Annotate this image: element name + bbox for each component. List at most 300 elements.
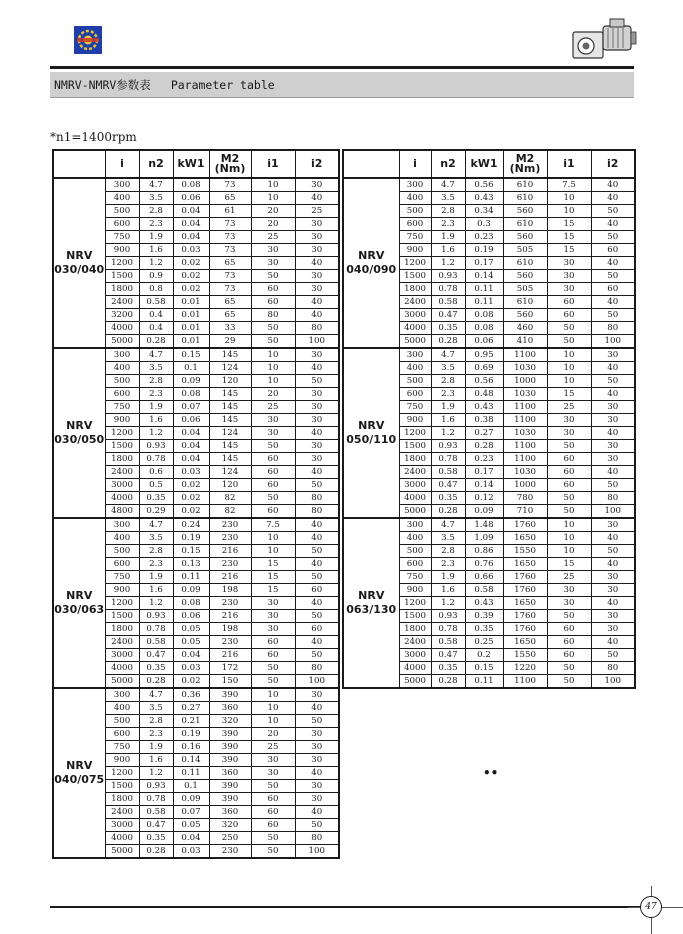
table-cell: 4000 bbox=[105, 662, 139, 675]
table-cell: 3000 bbox=[105, 819, 139, 832]
table-cell: 1200 bbox=[399, 597, 431, 610]
table-cell: 30 bbox=[547, 414, 591, 427]
table-cell: 40 bbox=[591, 192, 635, 205]
table-cell: 0.35 bbox=[139, 832, 173, 845]
table-cell: 60 bbox=[251, 479, 295, 492]
table-cell: 50 bbox=[295, 610, 339, 623]
table-cell: 3.5 bbox=[139, 702, 173, 715]
table-cell: 3200 bbox=[105, 309, 139, 322]
table-cell: 60 bbox=[251, 505, 295, 519]
table-cell: 4.7 bbox=[431, 518, 465, 532]
table-cell: 0.05 bbox=[173, 636, 209, 649]
table-cell: 30 bbox=[251, 244, 295, 257]
table-cell: 30 bbox=[591, 401, 635, 414]
table-cell: 0.21 bbox=[173, 715, 209, 728]
table-cell: 500 bbox=[399, 205, 431, 218]
table-cell: 750 bbox=[105, 231, 139, 244]
table-cell: 30 bbox=[295, 688, 339, 702]
table-cell: 50 bbox=[251, 845, 295, 859]
table-cell: 124 bbox=[209, 427, 251, 440]
table-cell: 60 bbox=[251, 283, 295, 296]
table-cell: 900 bbox=[399, 584, 431, 597]
table-cell: 50 bbox=[251, 780, 295, 793]
table-cell: 25 bbox=[251, 741, 295, 754]
table-cell: 1100 bbox=[503, 348, 547, 362]
table-cell: 1500 bbox=[105, 610, 139, 623]
table-cell: 10 bbox=[547, 362, 591, 375]
table-cell: 2.3 bbox=[139, 728, 173, 741]
table-cell: 15 bbox=[547, 388, 591, 401]
table-cell: 610 bbox=[503, 257, 547, 270]
table-cell: 25 bbox=[251, 401, 295, 414]
table-cell: 4.7 bbox=[431, 348, 465, 362]
table-cell: 1200 bbox=[399, 427, 431, 440]
table-cell: 750 bbox=[105, 741, 139, 754]
table-cell: 610 bbox=[503, 296, 547, 309]
table-cell: 1.6 bbox=[431, 414, 465, 427]
table-cell: 60 bbox=[547, 453, 591, 466]
table-cell: 50 bbox=[251, 662, 295, 675]
table-cell: 3.5 bbox=[139, 362, 173, 375]
table-cell: 145 bbox=[209, 348, 251, 362]
table-cell: 80 bbox=[295, 492, 339, 505]
table-cell: 60 bbox=[251, 466, 295, 479]
table-cell: 73 bbox=[209, 218, 251, 231]
table-cell: 0.58 bbox=[139, 806, 173, 819]
table-cell: 60 bbox=[547, 309, 591, 322]
table-cell: 0.28 bbox=[431, 675, 465, 689]
table-cell: 150 bbox=[209, 675, 251, 689]
table-cell: 1.6 bbox=[139, 754, 173, 767]
table-cell: 30 bbox=[295, 218, 339, 231]
table-cell: 1550 bbox=[503, 649, 547, 662]
table-cell: 460 bbox=[503, 322, 547, 335]
table-cell: 40 bbox=[591, 388, 635, 401]
table-cell: 0.15 bbox=[465, 662, 503, 675]
table-cell: 120 bbox=[209, 375, 251, 388]
table-cell: 600 bbox=[105, 558, 139, 571]
table-cell: 30 bbox=[295, 741, 339, 754]
table-cell: 750 bbox=[105, 571, 139, 584]
table-cell: 2.8 bbox=[139, 205, 173, 218]
table-cell: 60 bbox=[251, 793, 295, 806]
table-cell: 30 bbox=[591, 623, 635, 636]
table-cell: 50 bbox=[547, 322, 591, 335]
table-cell: 0.8 bbox=[139, 283, 173, 296]
table-cell: 1.9 bbox=[139, 401, 173, 414]
table-cell: 0.14 bbox=[173, 754, 209, 767]
table-cell: 30 bbox=[591, 571, 635, 584]
table-cell: 300 bbox=[399, 348, 431, 362]
table-cell: 4.7 bbox=[139, 688, 173, 702]
table-cell: 1.6 bbox=[139, 584, 173, 597]
table-cell: 0.05 bbox=[173, 623, 209, 636]
footer-rule bbox=[50, 906, 640, 908]
table-cell: 1000 bbox=[503, 375, 547, 388]
table-cell: 0.06 bbox=[173, 610, 209, 623]
table-cell: 65 bbox=[209, 257, 251, 270]
table-cell: 30 bbox=[295, 793, 339, 806]
table-cell: 1200 bbox=[105, 257, 139, 270]
table-cell: 30 bbox=[251, 767, 295, 780]
table-cell: 30 bbox=[295, 244, 339, 257]
table-cell: 0.04 bbox=[173, 440, 209, 453]
table-row bbox=[53, 348, 339, 362]
gear-motor-illustration-icon bbox=[570, 16, 638, 62]
table-cell: 50 bbox=[591, 205, 635, 218]
table-cell: 0.48 bbox=[465, 388, 503, 401]
table-cell: 15 bbox=[547, 558, 591, 571]
table-cell: 50 bbox=[295, 819, 339, 832]
table-cell: 40 bbox=[295, 466, 339, 479]
table-cell: 0.15 bbox=[173, 348, 209, 362]
table-cell: 0.35 bbox=[139, 492, 173, 505]
table-cell: 40 bbox=[295, 518, 339, 532]
table-cell: 390 bbox=[209, 780, 251, 793]
table-cell: 500 bbox=[399, 375, 431, 388]
table-cell: 60 bbox=[591, 244, 635, 257]
table-cell: 610 bbox=[503, 178, 547, 192]
table-cell: 360 bbox=[209, 806, 251, 819]
table-cell: 7.5 bbox=[547, 178, 591, 192]
table-cell: 710 bbox=[503, 505, 547, 519]
table-cell: 0.47 bbox=[139, 649, 173, 662]
table-cell: 60 bbox=[251, 636, 295, 649]
table-cell: 30 bbox=[251, 623, 295, 636]
table-cell: 230 bbox=[209, 518, 251, 532]
table-cell: 2.3 bbox=[431, 388, 465, 401]
table-cell: 30 bbox=[295, 440, 339, 453]
table-cell: 0.09 bbox=[465, 505, 503, 519]
table-cell: 40 bbox=[295, 192, 339, 205]
table-cell: 360 bbox=[209, 767, 251, 780]
table-cell: 50 bbox=[591, 270, 635, 283]
table-cell: 1800 bbox=[399, 453, 431, 466]
table-cell: 900 bbox=[399, 244, 431, 257]
table-cell: 0.28 bbox=[431, 505, 465, 519]
table-cell: 40 bbox=[295, 296, 339, 309]
table-cell: 0.05 bbox=[173, 819, 209, 832]
table-cell: 1800 bbox=[105, 793, 139, 806]
table-cell: 1200 bbox=[105, 767, 139, 780]
table-cell: 0.11 bbox=[465, 675, 503, 689]
table-cell: 0.4 bbox=[139, 322, 173, 335]
table-cell: 0.34 bbox=[465, 205, 503, 218]
col-header-i: i bbox=[105, 150, 139, 178]
table-cell: 50 bbox=[295, 715, 339, 728]
table-row bbox=[343, 518, 635, 532]
col-header-kw1: kW1 bbox=[465, 150, 503, 178]
model-cell: NRV 030/063 bbox=[53, 518, 105, 688]
table-cell: 300 bbox=[105, 348, 139, 362]
model-cell: NRV 030/050 bbox=[53, 348, 105, 518]
table-cell: 30 bbox=[547, 270, 591, 283]
table-cell: 0.14 bbox=[465, 479, 503, 492]
table-cell: 0.39 bbox=[465, 610, 503, 623]
table-cell: 40 bbox=[591, 466, 635, 479]
table-cell: 400 bbox=[105, 192, 139, 205]
table-cell: 1.9 bbox=[431, 231, 465, 244]
title-band bbox=[50, 72, 634, 98]
table-cell: 145 bbox=[209, 401, 251, 414]
table-cell: 750 bbox=[399, 571, 431, 584]
table-cell: 1000 bbox=[503, 479, 547, 492]
table-cell: 1.2 bbox=[431, 427, 465, 440]
table-cell: 0.93 bbox=[431, 610, 465, 623]
table-cell: 2400 bbox=[105, 636, 139, 649]
table-cell: 120 bbox=[209, 479, 251, 492]
table-cell: 73 bbox=[209, 270, 251, 283]
table-cell: 1030 bbox=[503, 388, 547, 401]
table-cell: 0.58 bbox=[431, 296, 465, 309]
table-cell: 0.1 bbox=[173, 780, 209, 793]
table-cell: 1.2 bbox=[139, 767, 173, 780]
table-cell: 50 bbox=[547, 675, 591, 689]
table-cell: 1800 bbox=[105, 453, 139, 466]
table-cell: 50 bbox=[547, 492, 591, 505]
table-cell: 15 bbox=[547, 218, 591, 231]
table-cell: 0.43 bbox=[465, 401, 503, 414]
table-cell: 0.35 bbox=[431, 662, 465, 675]
table-cell: 1100 bbox=[503, 453, 547, 466]
table-cell: 30 bbox=[251, 427, 295, 440]
table-cell: 0.35 bbox=[431, 322, 465, 335]
table-cell: 10 bbox=[251, 688, 295, 702]
table-cell: 1.2 bbox=[139, 257, 173, 270]
table-cell: 82 bbox=[209, 505, 251, 519]
table-cell: 33 bbox=[209, 322, 251, 335]
table-cell: 1.9 bbox=[139, 231, 173, 244]
table-cell: 0.09 bbox=[173, 375, 209, 388]
table-cell: 0.1 bbox=[173, 362, 209, 375]
table-cell: 10 bbox=[547, 532, 591, 545]
table-cell: 80 bbox=[251, 309, 295, 322]
table-cell: 0.01 bbox=[173, 335, 209, 349]
table-cell: 216 bbox=[209, 610, 251, 623]
table-cell: 2400 bbox=[105, 806, 139, 819]
table-cell: 0.58 bbox=[431, 636, 465, 649]
table-cell: 10 bbox=[547, 205, 591, 218]
table-cell: 5000 bbox=[105, 845, 139, 859]
table-cell: 0.28 bbox=[139, 335, 173, 349]
table-cell: 300 bbox=[399, 518, 431, 532]
table-cell: 30 bbox=[251, 610, 295, 623]
table-cell: 600 bbox=[399, 388, 431, 401]
table-cell: 30 bbox=[251, 597, 295, 610]
table-cell: 0.04 bbox=[173, 218, 209, 231]
table-cell: 145 bbox=[209, 414, 251, 427]
table-cell: 0.24 bbox=[173, 518, 209, 532]
table-cell: 100 bbox=[591, 505, 635, 519]
table-header-row bbox=[343, 150, 635, 178]
table-cell: 2400 bbox=[399, 296, 431, 309]
table-cell: 100 bbox=[295, 335, 339, 349]
table-cell: 60 bbox=[295, 584, 339, 597]
col-header-i1: i1 bbox=[547, 150, 591, 178]
table-cell: 50 bbox=[251, 440, 295, 453]
table-cell: 124 bbox=[209, 362, 251, 375]
table-cell: 198 bbox=[209, 623, 251, 636]
table-cell: 0.02 bbox=[173, 675, 209, 689]
table-cell: 560 bbox=[503, 309, 547, 322]
table-cell: 10 bbox=[251, 178, 295, 192]
table-cell: 1.6 bbox=[431, 584, 465, 597]
table-cell: 20 bbox=[251, 728, 295, 741]
table-cell: 10 bbox=[251, 192, 295, 205]
table-cell: 1760 bbox=[503, 518, 547, 532]
table-cell: 30 bbox=[295, 231, 339, 244]
table-cell: 3000 bbox=[105, 649, 139, 662]
table-cell: 10 bbox=[251, 532, 295, 545]
table-row bbox=[53, 178, 339, 192]
table-cell: 400 bbox=[399, 532, 431, 545]
table-cell: 0.6 bbox=[139, 466, 173, 479]
table-cell: 15 bbox=[251, 571, 295, 584]
table-cell: 4.7 bbox=[139, 518, 173, 532]
table-cell: 1100 bbox=[503, 401, 547, 414]
table-cell: 500 bbox=[399, 545, 431, 558]
table-cell: 0.09 bbox=[173, 793, 209, 806]
table-cell: 250 bbox=[209, 832, 251, 845]
table-cell: 0.35 bbox=[431, 492, 465, 505]
table-cell: 73 bbox=[209, 244, 251, 257]
col-header-m2: M2 (Nm) bbox=[209, 150, 251, 178]
table-cell: 30 bbox=[295, 754, 339, 767]
table-cell: 0.17 bbox=[465, 257, 503, 270]
table-cell: 10 bbox=[251, 362, 295, 375]
table-cell: 0.86 bbox=[465, 545, 503, 558]
table-cell: 0.78 bbox=[139, 623, 173, 636]
table-cell: 145 bbox=[209, 388, 251, 401]
table-cell: 65 bbox=[209, 309, 251, 322]
table-cell: 4.7 bbox=[139, 348, 173, 362]
table-cell: 30 bbox=[547, 584, 591, 597]
table-cell: 40 bbox=[591, 636, 635, 649]
table-cell: 30 bbox=[295, 728, 339, 741]
table-cell: 0.58 bbox=[431, 466, 465, 479]
table-cell: 10 bbox=[251, 545, 295, 558]
table-cell: 80 bbox=[295, 832, 339, 845]
table-cell: 40 bbox=[295, 806, 339, 819]
table-cell: 1200 bbox=[105, 597, 139, 610]
table-cell: 50 bbox=[547, 505, 591, 519]
table-cell: 30 bbox=[591, 440, 635, 453]
table-cell: 360 bbox=[209, 702, 251, 715]
table-cell: 20 bbox=[251, 218, 295, 231]
table-cell: 80 bbox=[591, 662, 635, 675]
table-cell: 5000 bbox=[105, 335, 139, 349]
table-cell: 80 bbox=[591, 322, 635, 335]
table-cell: 390 bbox=[209, 793, 251, 806]
table-cell: 0.02 bbox=[173, 479, 209, 492]
table-cell: 0.19 bbox=[465, 244, 503, 257]
table-cell: 4800 bbox=[105, 505, 139, 519]
table-cell: 230 bbox=[209, 636, 251, 649]
table-cell: 50 bbox=[591, 545, 635, 558]
table-cell: 50 bbox=[251, 492, 295, 505]
table-cell: 10 bbox=[547, 545, 591, 558]
table-cell: 0.93 bbox=[431, 270, 465, 283]
table-cell: 0.04 bbox=[173, 453, 209, 466]
table-cell: 2.8 bbox=[139, 375, 173, 388]
table-cell: 390 bbox=[209, 688, 251, 702]
table-cell: 300 bbox=[105, 518, 139, 532]
table-cell: 500 bbox=[105, 205, 139, 218]
col-header-n2: n2 bbox=[139, 150, 173, 178]
table-cell: 0.93 bbox=[139, 610, 173, 623]
header-rule bbox=[50, 66, 634, 69]
model-header-cell bbox=[53, 150, 105, 178]
table-cell: 216 bbox=[209, 649, 251, 662]
table-cell: 1030 bbox=[503, 466, 547, 479]
col-header-i2: i2 bbox=[591, 150, 635, 178]
decorative-dots: •• bbox=[483, 766, 499, 780]
table-cell: 172 bbox=[209, 662, 251, 675]
table-cell: 0.38 bbox=[465, 414, 503, 427]
table-cell: 230 bbox=[209, 845, 251, 859]
table-cell: 3.5 bbox=[431, 532, 465, 545]
table-cell: 4000 bbox=[105, 832, 139, 845]
table-cell: 3.5 bbox=[431, 192, 465, 205]
table-cell: 4.7 bbox=[431, 178, 465, 192]
table-cell: 1760 bbox=[503, 571, 547, 584]
table-cell: 0.07 bbox=[173, 401, 209, 414]
table-cell: 2.8 bbox=[431, 375, 465, 388]
table-cell: 1030 bbox=[503, 362, 547, 375]
table-cell: 30 bbox=[251, 257, 295, 270]
table-cell: 1760 bbox=[503, 584, 547, 597]
table-cell: 0.47 bbox=[139, 819, 173, 832]
table-cell: 390 bbox=[209, 754, 251, 767]
table-cell: 390 bbox=[209, 728, 251, 741]
table-cell: 5000 bbox=[399, 505, 431, 519]
table-cell: 30 bbox=[251, 754, 295, 767]
table-cell: 60 bbox=[547, 623, 591, 636]
model-header-cell bbox=[343, 150, 399, 178]
table-cell: 0.16 bbox=[173, 741, 209, 754]
table-cell: 50 bbox=[591, 479, 635, 492]
table-cell: 750 bbox=[399, 401, 431, 414]
col-header-i2: i2 bbox=[295, 150, 339, 178]
table-cell: 0.02 bbox=[173, 492, 209, 505]
table-cell: 600 bbox=[399, 558, 431, 571]
table-cell: 80 bbox=[295, 505, 339, 519]
table-cell: 560 bbox=[503, 205, 547, 218]
table-cell: 2.8 bbox=[431, 205, 465, 218]
table-cell: 4000 bbox=[399, 322, 431, 335]
col-header-i1: i1 bbox=[251, 150, 295, 178]
table-cell: 50 bbox=[295, 545, 339, 558]
table-cell: 3.5 bbox=[139, 532, 173, 545]
table-cell: 0.78 bbox=[139, 793, 173, 806]
table-cell: 30 bbox=[251, 414, 295, 427]
table-cell: 65 bbox=[209, 296, 251, 309]
table-cell: 73 bbox=[209, 283, 251, 296]
table-cell: 80 bbox=[295, 662, 339, 675]
table-cell: 0.06 bbox=[465, 335, 503, 349]
table-cell: 0.25 bbox=[465, 636, 503, 649]
table-cell: 124 bbox=[209, 466, 251, 479]
table-cell: 10 bbox=[547, 375, 591, 388]
table-cell: 2.3 bbox=[431, 218, 465, 231]
table-cell: 1030 bbox=[503, 427, 547, 440]
table-cell: 0.14 bbox=[465, 270, 503, 283]
table-cell: 40 bbox=[295, 362, 339, 375]
table-cell: 600 bbox=[105, 388, 139, 401]
table-cell: 10 bbox=[547, 518, 591, 532]
table-cell: 100 bbox=[591, 675, 635, 689]
model-cell: NRV 030/040 bbox=[53, 178, 105, 348]
